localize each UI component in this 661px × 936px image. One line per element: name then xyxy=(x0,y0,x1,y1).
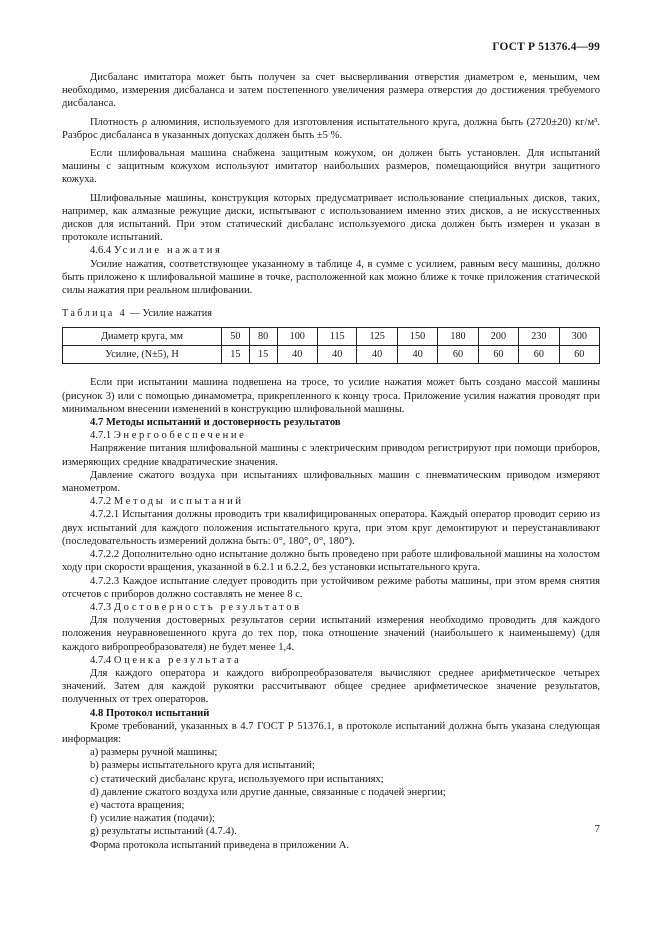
paragraph: Напряжение питания шлифовальной машины с электрическим приводом регистрируют при помощи приборов, измеряющих средние квадратические значения. xyxy=(62,443,600,468)
table-cell: 230 xyxy=(519,328,559,346)
row-header: Усилие, (N±5), Н xyxy=(63,346,222,364)
section-title: Усилие нажатия xyxy=(113,245,223,257)
section-heading-4-7 xyxy=(62,416,600,429)
table-cell: 60 xyxy=(438,346,478,364)
section-number: 4.7.3 xyxy=(90,601,112,613)
list-item: g) результаты испытаний (4.7.4). xyxy=(90,826,237,838)
table-row xyxy=(63,346,600,364)
section-title: Оценка результата xyxy=(113,654,242,666)
table-cell: 40 xyxy=(277,346,317,364)
table-cell: 100 xyxy=(277,328,317,346)
section-number: 4.7.1 xyxy=(90,430,112,442)
list-item: a) размеры ручной машины; xyxy=(90,747,218,759)
section-heading-4-7-1 xyxy=(62,429,600,442)
paragraph: 4.7.2.1 Испытания должны проводить три квалифицированных оператора. Каждый оператор проводит серию из двух испытаний для каждого положения испытательного круга, при этом круг демонтируют и переустанавливают (последовательность измерений должна быть: 0°, 180°, 0°, 180°). xyxy=(62,509,600,547)
section-number: 4.7 xyxy=(90,417,104,429)
paragraph: Дисбаланс имитатора может быть получен за счет высверливания отверстия диаметром e, меньшим, чем необходимо, измерения дисбаланса и затем постепенного увеличения размера отверстия до достижения требуемого дисбаланса. xyxy=(62,72,600,110)
table-caption-title: — Усилие нажатия xyxy=(129,308,212,320)
paragraph: 4.7.2.3 Каждое испытание следует проводить при устойчивом режиме работы машины, при этом время снятия отсчетов с приборов должно составлять не менее 8 с. xyxy=(62,575,600,600)
section-number: 4.6.4 xyxy=(90,245,112,257)
table-cell: 15 xyxy=(222,346,250,364)
paragraph: 4.7.2.2 Дополнительно одно испытание должно быть проведено при работе шлифовальной машины на холостом ходу при скорости вращения, указанной в 6.2.1 и 6.2.2, без установки испытательного круга. xyxy=(62,549,600,574)
table-cell: 40 xyxy=(397,346,437,364)
section-title: Методы испытаний xyxy=(113,496,244,508)
table-cell: 80 xyxy=(249,328,277,346)
table-cell: 180 xyxy=(438,328,478,346)
page-number: 7 xyxy=(594,823,600,835)
table-cell: 60 xyxy=(519,346,559,364)
table-cell: 150 xyxy=(397,328,437,346)
paragraph: Давление сжатого воздуха при испытаниях шлифовальных машин с пневматическим приводом измеряют манометром. xyxy=(62,469,600,495)
row-header: Диаметр круга, мм xyxy=(63,328,222,346)
list-item: c) статический дисбаланс круга, используемого при испытаниях; xyxy=(90,773,384,785)
table-cell: 125 xyxy=(357,328,397,346)
section-heading-4-7-3 xyxy=(62,601,600,614)
table-cell: 60 xyxy=(478,346,518,364)
section-heading-4-6-4 xyxy=(62,244,600,257)
table-cell: 50 xyxy=(222,328,250,346)
table-caption-label: Таблица 4 xyxy=(62,308,128,320)
table-cell: 200 xyxy=(478,328,518,346)
section-heading-4-7-4 xyxy=(62,654,600,667)
paragraph: Усилие нажатия, соответствующее указанному в таблице 4, в сумме с усилием, равным весу машины, должно быть приложено к шлифовальной машине в точке, расположенной как можно ближе к точке приложения статической силы нажатия при реальном шлифовании. xyxy=(62,258,600,297)
section-title: Протокол испытаний xyxy=(105,707,210,719)
table-caption xyxy=(62,307,600,320)
table-cell: 60 xyxy=(559,346,599,364)
table-cell: 40 xyxy=(317,346,356,364)
page-content xyxy=(62,71,600,852)
pressure-force-table xyxy=(62,327,600,364)
paragraph: Если при испытании машина подвешена на тросе, то усилие нажатия может быть создано массой машины (рисунок 3) или с помощью динамометра, прикрепленного к концу троса. Приложение усилия нажатия проводят при минимальном внесении изменений в конструкцию шлифовальной машины. xyxy=(62,377,600,415)
paragraph: Форма протокола испытаний приведена в приложении А. xyxy=(90,839,350,851)
list-item: d) давление сжатого воздуха или другие данные, связанные с подачей энергии; xyxy=(90,786,446,798)
section-number: 4.7.2 xyxy=(90,496,112,508)
list-item: e) частота вращения; xyxy=(90,799,185,811)
table-cell: 115 xyxy=(317,328,356,346)
info-list xyxy=(62,746,600,838)
standard-header: ГОСТ Р 51376.4—99 xyxy=(492,41,600,53)
table-cell: 15 xyxy=(249,346,277,364)
paragraph: Для каждого оператора и каждого вибропреобразователя вычисляют среднее арифметическое четырех значений. Затем для каждой рукоятки рассчитывают общее среднее арифметическое значение результатов, полученных от трех операторов. xyxy=(62,667,600,706)
section-heading-4-7-2 xyxy=(62,495,600,508)
section-title: Энергообеспечение xyxy=(113,430,247,442)
paragraph: Шлифовальные машины, конструкция которых предусматривает использование специальных дисков, таких, например, как алмазные режущие диски, испытывают с использованием именно этих дисков, а не искусственных дисков для испытаний. При этом статический дисбаланс используемого диска должен быть измерен и указан в протоколе испытаний. xyxy=(62,192,600,244)
list-item: f) усилие нажатия (подачи); xyxy=(90,813,215,825)
section-number: 4.7.4 xyxy=(90,654,112,666)
table-cell: 40 xyxy=(357,346,397,364)
paragraph: Если шлифовальная машина снабжена защитным кожухом, он должен быть установлен. Для испытаний машины с защитным кожухом используют имитатор наибольших размеров, помещающийся внутри защитного кожуха. xyxy=(62,148,600,186)
paragraph: Плотность ρ алюминия, используемого для изготовления испытательного круга, должна быть (2720±20) кг/м³. Разброс дисбаланса в указанных допусках должен быть ±5 %. xyxy=(62,116,600,141)
section-title: Достоверность результатов xyxy=(113,601,302,613)
section-title: Методы испытаний и достоверность результатов xyxy=(105,417,341,429)
table-row xyxy=(63,328,600,346)
section-heading-4-8 xyxy=(62,707,600,720)
list-item: b) размеры испытательного круга для испытаний; xyxy=(90,760,315,772)
section-number: 4.8 xyxy=(90,707,104,719)
paragraph: Кроме требований, указанных в 4.7 ГОСТ Р 51376.1, в протоколе испытаний должна быть указана следующая информация: xyxy=(62,720,600,745)
table-cell: 300 xyxy=(559,328,599,346)
document-page xyxy=(62,0,600,936)
paragraph: Для получения достоверных результатов серии испытаний измерения необходимо проводить для каждого положения неуравновешенного круга до тех пор, пока отношение значений (наибольшего к наименьшему) (для каждого вибропреобразователя) не будет менее 1,4. xyxy=(62,615,600,653)
